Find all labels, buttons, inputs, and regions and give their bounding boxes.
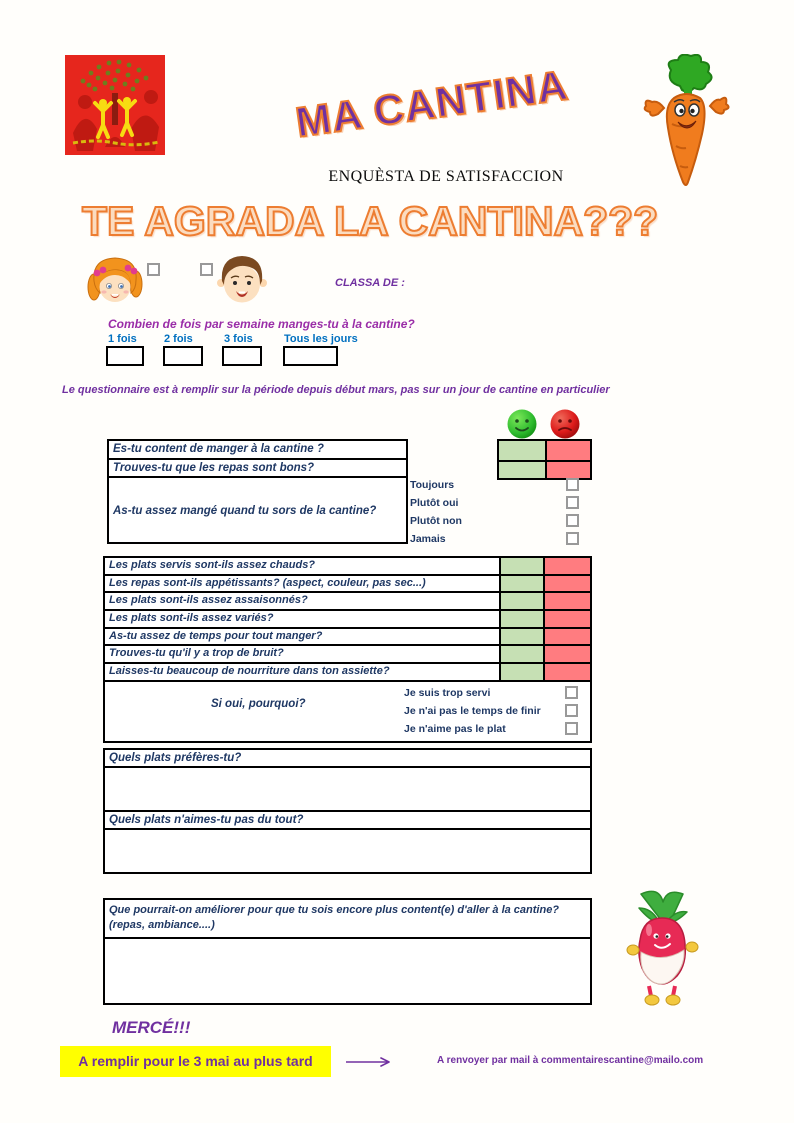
scale-option-label: Plutôt oui (410, 497, 459, 509)
response-cell-yes[interactable] (501, 664, 545, 680)
scale-option-label: Jamais (410, 533, 446, 545)
arrow-right-icon (345, 1056, 397, 1068)
open-question-3 (105, 900, 590, 939)
scale-checkbox-plutot-non[interactable] (566, 514, 579, 527)
open-question-2: Quels plats n'aimes-tu pas du tout? (105, 812, 590, 830)
answer-box-disliked-dishes[interactable] (105, 830, 590, 872)
mail-instruction: A renvoyer par mail à commentairescantine@mailo.com (437, 1055, 704, 1066)
table1-response-cells (497, 439, 592, 480)
si-oui-checkbox-trop-servi[interactable] (565, 686, 578, 699)
table-row (105, 629, 590, 647)
scale-checkbox-toujours[interactable] (566, 478, 579, 491)
school-logo (65, 55, 165, 155)
response-cell-yes[interactable] (501, 629, 545, 645)
satisfaction-table-1 (107, 439, 408, 544)
frequency-option-label: 1 fois (108, 333, 137, 345)
response-cell-no[interactable] (545, 646, 590, 662)
table2-question: Les plats sont-ils assez variés? (105, 611, 501, 627)
gender-checkbox-girl[interactable] (147, 263, 160, 276)
page-subtitle: ENQUÈSTA DE SATISFACCION (328, 168, 564, 185)
response-cell-no[interactable] (545, 441, 591, 460)
response-cell-yes[interactable] (501, 593, 545, 609)
page-title: MA CANTINA (292, 61, 572, 146)
table-row (105, 646, 590, 664)
open-question-3-line1: Que pourrait-on améliorer pour que tu sois encore plus content(e) d'aller à la cantine? (109, 904, 560, 916)
response-cell-yes[interactable] (501, 558, 545, 574)
scale-option-label: Plutôt non (410, 515, 462, 527)
response-cell-no[interactable] (545, 629, 590, 645)
scale-checkbox-jamais[interactable] (566, 532, 579, 545)
satisfaction-table-2 (103, 556, 592, 743)
table2-question: Laisses-tu beaucoup de nourriture dans ton assiette? (105, 664, 501, 680)
table1-big-question: As-tu assez mangé quand tu sors de la cantine? (113, 505, 377, 517)
response-cell-yes[interactable] (501, 646, 545, 662)
response-cell-no[interactable] (545, 611, 590, 627)
table2-question: Les repas sont-ils appétissants? (aspect, couleur, pas sec...) (105, 576, 501, 592)
girl-face-icon (86, 253, 144, 307)
radish-mascot-icon (625, 890, 700, 1008)
answer-box-favourite-dishes[interactable] (105, 768, 590, 812)
open-question-3-line2: (repas, ambiance....) (109, 919, 215, 931)
deadline-banner: A remplir pour le 3 mai au plus tard (60, 1046, 331, 1077)
table-row (105, 558, 590, 576)
table2-question: As-tu assez de temps pour tout manger? (105, 629, 501, 645)
response-cell-no[interactable] (545, 593, 590, 609)
improvement-table (103, 898, 592, 1005)
table1-question: Trouves-tu que les repas sont bons? (109, 460, 406, 478)
si-oui-option-label: Je suis trop servi (404, 686, 491, 699)
table2-question: Les plats servis sont-ils assez chauds? (105, 558, 501, 574)
table2-question: Les plats sont-ils assez assaisonnés? (105, 593, 501, 609)
table-row (105, 576, 590, 594)
sad-smiley-icon (549, 408, 581, 440)
response-cell-no[interactable] (545, 664, 590, 680)
answer-box-improvements[interactable] (105, 939, 590, 1003)
gender-checkbox-boy[interactable] (200, 263, 213, 276)
si-oui-checkbox-naime-pas[interactable] (565, 722, 578, 735)
open-questions-table (103, 748, 592, 874)
frequency-option-label: Tous les jours (284, 333, 358, 345)
response-cell-no[interactable] (545, 576, 590, 592)
instruction-note: Le questionnaire est à remplir sur la période depuis début mars, pas sur un jour de cantine en particulier (62, 384, 610, 396)
carrot-mascot-icon (638, 54, 733, 194)
table-row (105, 664, 590, 682)
happy-smiley-icon (506, 408, 538, 440)
table1-question: Es-tu content de manger à la cantine ? (109, 441, 406, 460)
si-oui-checkbox-pas-le-temps[interactable] (565, 704, 578, 717)
response-cell-yes[interactable] (499, 460, 545, 478)
frequency-option-label: 2 fois (164, 333, 193, 345)
frequency-box-1[interactable] (106, 346, 144, 366)
response-cell-yes[interactable] (501, 576, 545, 592)
scale-option-label: Toujours (410, 479, 455, 491)
class-label: CLASSA DE : (335, 277, 405, 289)
table-row (105, 593, 590, 611)
boy-face-icon (216, 251, 268, 307)
frequency-option-label: 3 fois (224, 333, 253, 345)
frequency-box-2[interactable] (163, 346, 203, 366)
response-cell-no[interactable] (545, 558, 590, 574)
frequency-box-3[interactable] (222, 346, 262, 366)
frequency-box-4[interactable] (283, 346, 338, 366)
table-row (105, 611, 590, 629)
scale-checkbox-plutot-oui[interactable] (566, 496, 579, 509)
response-cell-yes[interactable] (501, 611, 545, 627)
si-oui-option-label: Je n'aime pas le plat (404, 722, 506, 735)
thanks-text: MERCÉ!!! (112, 1018, 191, 1037)
response-cell-yes[interactable] (499, 441, 545, 460)
si-oui-label: Si oui, pourquoi? (211, 697, 306, 710)
response-cell-no[interactable] (545, 460, 591, 478)
open-question-1: Quels plats préfères-tu? (105, 750, 590, 768)
si-oui-section (105, 682, 590, 741)
si-oui-option-label: Je n'ai pas le temps de finir (404, 704, 541, 717)
big-question-title: TE AGRADA LA CANTINA??? (82, 198, 659, 244)
table2-question: Trouves-tu qu'il y a trop de bruit? (105, 646, 501, 662)
frequency-question: Combien de fois par semaine manges-tu à la cantine? (108, 317, 415, 331)
